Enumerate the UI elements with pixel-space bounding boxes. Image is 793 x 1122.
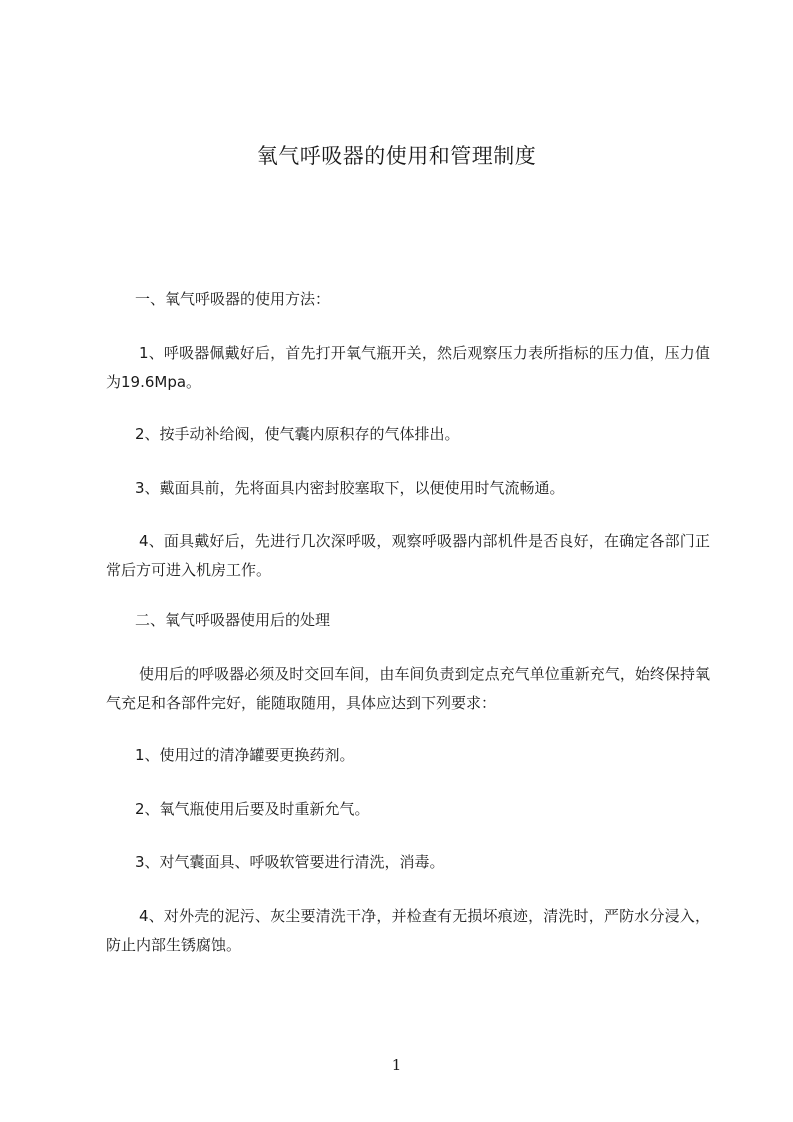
usage-step-2: 2、按手动补给阀，使气囊内原积存的气体排出。 — [135, 425, 460, 443]
section-heading-after-use: 二、氧气呼吸器使用后的处理 — [135, 611, 331, 629]
usage-step-3: 3、戴面具前，先将面具内密封胶塞取下，以便使用时气流畅通。 — [135, 479, 565, 497]
requirement-1: 1、使用过的清净罐要更换药剂。 — [135, 746, 355, 764]
usage-step-4: 4、面具戴好后，先进行几次深呼吸，观察呼吸器内部机件是否良好，在确定各部门正常后方可进入机房工作。 — [106, 532, 710, 579]
requirement-3: 3、对气囊面具、呼吸软管要进行清洗，消毒。 — [135, 853, 445, 871]
document-title: 氧气呼吸器的使用和管理制度 — [256, 144, 537, 168]
requirement-2: 2、氧气瓶使用后要及时重新允气。 — [135, 800, 370, 818]
after-use-intro: 使用后的呼吸器必须及时交回车间，由车间负责到定点充气单位重新充气，始终保持氧气充足和各部件完好，能随取随用，具体应达到下列要求： — [106, 665, 710, 712]
requirement-4: 4、对外壳的泥污、灰尘要清洗干净，并检查有无损坏痕迹，清洗时，严防水分浸入，防止内部生锈腐蚀。 — [106, 907, 710, 954]
usage-step-1: 1、呼吸器佩戴好后，首先打开氧气瓶开关，然后观察压力表所指标的压力值，压力值为19.6Mpa。 — [106, 344, 710, 391]
section-heading-usage: 一、氧气呼吸器的使用方法： — [135, 290, 331, 308]
page-number: 1 — [391, 1056, 402, 1074]
